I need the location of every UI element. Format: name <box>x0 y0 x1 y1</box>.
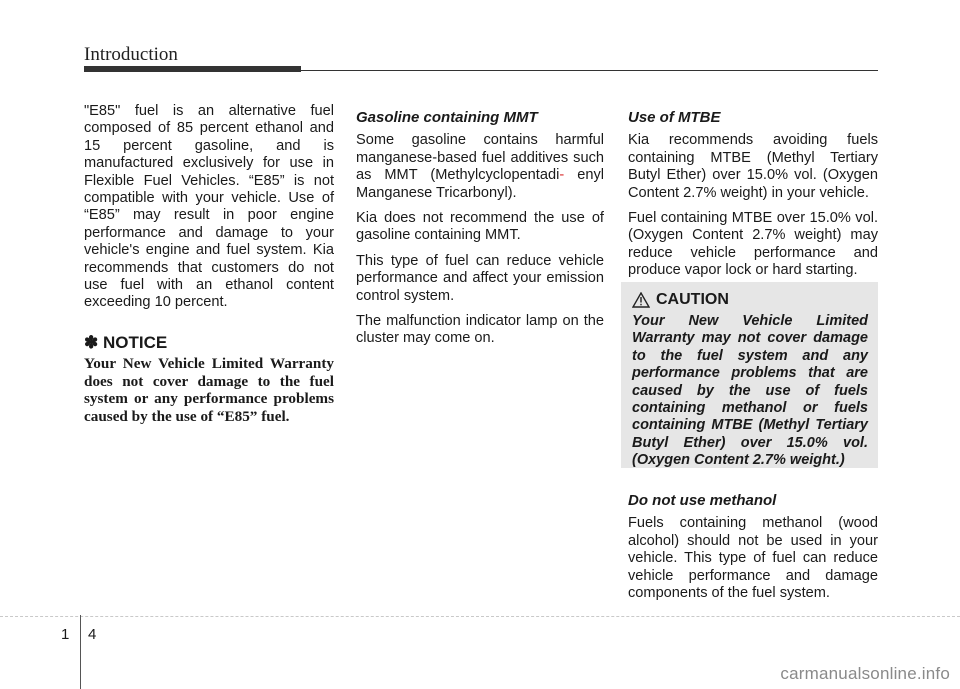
mmt-paragraph-1 <box>356 132 604 202</box>
e85-paragraph: "E85" fuel is an alternative fuel composed of 85 percent ethanol and 15 percent gasoline, and is manufactured exclusively for use in Flexible Fuel Vehicles. “E85” is not compatible with your vehicle. Use of “E85” may result in poor engine performance and damage to your vehicle's engine and fuel system. Kia recommends that customers do not use fuel with an ethanol content exceeding 10 percent. <box>84 103 334 311</box>
header-rule-thin <box>301 70 878 71</box>
watermark-text: carmanualsonline.info <box>780 664 950 683</box>
column-1 <box>84 103 334 434</box>
mmt-p1-part-a: Some gasoline contains harmful manganese-based fuel additives such as MMT (Methylcyclopentadi <box>356 132 604 184</box>
warning-triangle-icon <box>632 292 650 308</box>
mmt-heading: Gasoline containing MMT <box>356 109 538 126</box>
mmt-p1-part-b: enyl Manganese Tricarbonyl). <box>356 167 604 201</box>
asterisk-icon: ✽ <box>84 332 99 352</box>
section-number: 1 <box>61 626 70 643</box>
mmt-paragraph-4: The malfunction indicator lamp on the cluster may come on. <box>356 313 604 347</box>
mtbe-heading: Use of MTBE <box>628 109 721 126</box>
methanol-heading: Do not use methanol <box>628 492 777 509</box>
notice-text: Your New Vehicle Limited Warranty does not cover damage to the fuel system or any performance problems caused by the use of “E85” fuel. <box>84 355 334 426</box>
mmt-p1-hyphen: - <box>559 167 565 184</box>
notice-title: NOTICE <box>102 332 168 352</box>
mtbe-paragraph-2: Fuel containing MTBE over 15.0% vol. (Oxygen Content 2.7% weight) may reduce vehicle performance and produce vapor lock or hard starting. <box>628 210 878 279</box>
caution-text: Your New Vehicle Limited Warranty may not cover damage to the fuel system and any performance problems that are caused by the use of fuels containing methanol or fuels containing MTBE (Methyl Tertiary Butyl Ether) over 15.0% vol. (Oxygen Content 2.7% weight.) <box>632 313 868 469</box>
methanol-paragraph: Fuels containing methanol (wood alcohol) should not be used in your vehicle. This type of fuel can reduce vehicle performance and damage components of the fuel system. <box>628 515 878 602</box>
page-number: 4 <box>88 626 97 643</box>
notice-heading <box>84 334 334 351</box>
footer-dashed-rule <box>0 616 960 617</box>
column-3 <box>628 103 878 288</box>
caution-box <box>621 282 878 468</box>
methanol-section <box>628 488 878 602</box>
mmt-paragraph-2: Kia does not recommend the use of gasoline containing MMT. <box>356 210 604 244</box>
caution-title: CAUTION <box>656 291 729 308</box>
mmt-paragraph-3: This type of fuel can reduce vehicle performance and affect your emission control system. <box>356 252 604 304</box>
header-rule-thick <box>84 66 301 72</box>
footer-vertical-rule <box>80 615 81 689</box>
column-2 <box>356 103 604 356</box>
mtbe-paragraph-1: Kia recommends avoiding fuels containing MTBE (Methyl Tertiary Butyl Ether) over 15.0% vol. (Oxygen Content 2.7% weight) in your vehicle. <box>628 132 878 201</box>
caution-heading <box>632 291 729 309</box>
page-header-title: Introduction <box>84 44 178 65</box>
